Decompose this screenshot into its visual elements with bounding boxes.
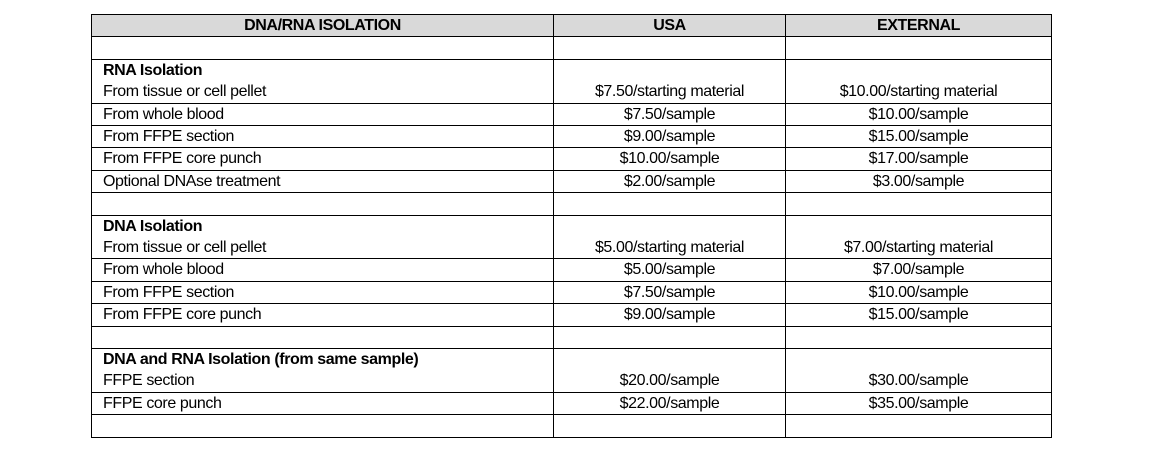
external-price: $3.00/sample	[786, 170, 1052, 192]
row-label: Optional DNAse treatment	[92, 170, 554, 192]
usa-price: $7.50/starting material	[554, 81, 786, 103]
usa-price: $9.00/sample	[554, 126, 786, 148]
row-label: FFPE section	[92, 370, 554, 392]
table-row	[92, 392, 1052, 414]
header-usa: USA	[554, 15, 786, 37]
section-title-rna: RNA Isolation	[92, 59, 554, 81]
row-label: From FFPE section	[92, 281, 554, 303]
table-row	[92, 370, 1052, 392]
external-price: $7.00/starting material	[786, 237, 1052, 259]
table-row	[92, 170, 1052, 192]
row-label: From whole blood	[92, 103, 554, 125]
external-price: $15.00/sample	[786, 126, 1052, 148]
row-label: From FFPE core punch	[92, 148, 554, 170]
external-price: $30.00/sample	[786, 370, 1052, 392]
usa-price: $7.50/sample	[554, 103, 786, 125]
table-row	[92, 237, 1052, 259]
section-title-dna-and-rna: DNA and RNA Isolation (from same sample)	[92, 349, 554, 371]
usa-price: $5.00/starting material	[554, 237, 786, 259]
blank-row	[92, 193, 1052, 215]
table-row	[92, 281, 1052, 303]
section-both-title-row	[92, 349, 1052, 371]
usa-price: $2.00/sample	[554, 170, 786, 192]
row-label: FFPE core punch	[92, 392, 554, 414]
section-dna-title-row	[92, 215, 1052, 237]
usa-price: $5.00/sample	[554, 259, 786, 281]
header-isolation: DNA/RNA ISOLATION	[92, 15, 554, 37]
blank-row	[92, 37, 1052, 59]
usa-price: $10.00/sample	[554, 148, 786, 170]
blank-row	[92, 415, 1052, 437]
external-price: $10.00/starting material	[786, 81, 1052, 103]
external-price: $10.00/sample	[786, 103, 1052, 125]
section-title-dna: DNA Isolation	[92, 215, 554, 237]
table-header-row	[92, 15, 1052, 37]
row-label: From whole blood	[92, 259, 554, 281]
table-row	[92, 304, 1052, 326]
blank-row	[92, 326, 1052, 348]
section-rna-title-row	[92, 59, 1052, 81]
table-row	[92, 148, 1052, 170]
usa-price: $20.00/sample	[554, 370, 786, 392]
header-external: EXTERNAL	[786, 15, 1052, 37]
external-price: $7.00/sample	[786, 259, 1052, 281]
row-label: From FFPE core punch	[92, 304, 554, 326]
external-price: $35.00/sample	[786, 392, 1052, 414]
external-price: $17.00/sample	[786, 148, 1052, 170]
usa-price: $7.50/sample	[554, 281, 786, 303]
table-row	[92, 81, 1052, 103]
usa-price: $22.00/sample	[554, 392, 786, 414]
external-price: $10.00/sample	[786, 281, 1052, 303]
external-price: $15.00/sample	[786, 304, 1052, 326]
usa-price: $9.00/sample	[554, 304, 786, 326]
row-label: From tissue or cell pellet	[92, 81, 554, 103]
table-row	[92, 259, 1052, 281]
table-row	[92, 103, 1052, 125]
row-label: From tissue or cell pellet	[92, 237, 554, 259]
row-label: From FFPE section	[92, 126, 554, 148]
pricing-table	[91, 14, 1052, 438]
table-row	[92, 126, 1052, 148]
